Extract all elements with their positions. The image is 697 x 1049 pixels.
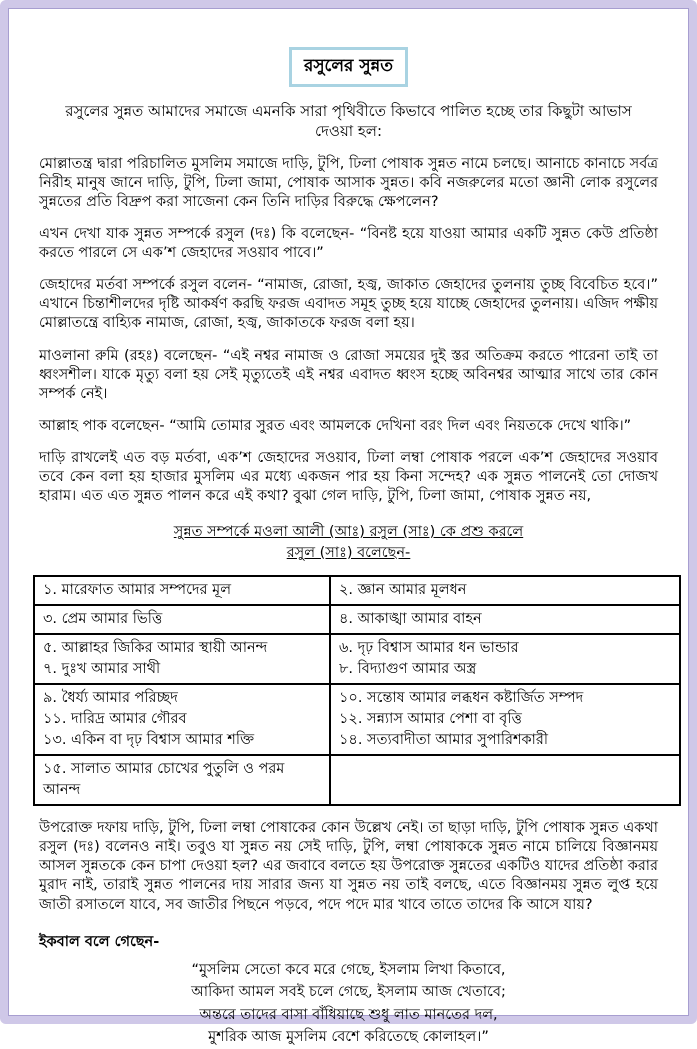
paragraph-dari-mortoba: দাড়ি রাখলেই এত বড় মর্তবা, এক’শ জেহাদের সওয়াব, ঢিলা লম্বা পোষাক পরলে এক’শ জেহাদের সওয়াব তবে কেন বলা হয় হাজার মুসলিম এর মধ্যে একজন পার হয় কিনা সন্দেহ? এক সুন্নত পালনেই তো দোজখ হারাম। এত এত সুন্নত পালন করে এই কথা? বুঝা গেল দাড়ি, টুপি, ঢিলা জামা, পোষাক সুন্নত নয়, xyxy=(39,450,658,505)
table-cell xyxy=(330,684,680,755)
table-row xyxy=(34,634,680,684)
table-item: ৪. আকাঙ্খা আমার বাহন xyxy=(339,610,482,627)
section-heading-line2: রসুল (সাঃ) বলেছেন- xyxy=(286,544,411,561)
table-cell-empty xyxy=(330,755,680,805)
table-item: ১. মারেফাত আমার সম্পদের মূল xyxy=(43,581,231,598)
poem-line: অন্তরে তাদের বাসা বাঁধিয়াছে শুধু লাত মানতের দল, xyxy=(199,1006,498,1023)
table-item: ১৪. সত্যবাদীতা আমার সুপারিশকারী xyxy=(339,732,548,749)
title-wrap xyxy=(33,47,664,87)
paragraph-uporokto-dofa: উপরোক্ত দফায় দাড়ি, টুপি, ঢিলা লম্বা পোষাকের কোন উল্লেখ নেই। তা ছাড়া দাড়ি, টুপি পোষাক সুন্নত একথা রসুল (দঃ) বলেনও নাই। তবুও যা সুন্নত নয় সেই দাড়ি, টুপি, লম্বা পোষাককে সুন্নত নামে চালিয়ে বিজ্ঞানময় আসল সুন্নতকে কেন চাপা দেওয়া হল? এর জবাবে বলতে হয় উপরোক্ত সুন্নতের একটিও যাদের প্রতিষ্ঠা করার মুরাদ নাই, তারাই সুন্নত পালনের দায় সারার জন্য যা সুন্নত নয় তাই বলছে, এতে বিজ্ঞানময় সুন্নত লুপ্ত হয়ে জাতী রসাতলে যাবে, সব জাতীর পিছনে পড়বে, পদে পদে মার খাবে তাতে তাদের কি আসে যায়? xyxy=(39,820,658,913)
table-item: ৬. দৃঢ় বিশ্বাস আমার ধন ভান্ডার xyxy=(339,640,519,656)
table-item: ১০. সন্তোষ আমার লব্ধধন কষ্টার্জিত সম্পদ xyxy=(339,690,584,707)
table-cell xyxy=(34,605,330,634)
table-item: ১৩. একিন বা দৃঢ় বিশ্বাস আমার শক্তি xyxy=(43,732,255,749)
paragraph-rasul-quote: এখন দেখা যাক সুন্নত সম্পর্কে রসুল (দঃ) কি বলেছেন- “বিনষ্ট হয়ে যাওয়া আমার একটি সুন্নত কেউ প্রতিষ্ঠা করতে পারলে সে এক’শ জেহাদের সওয়াব পাবে।” xyxy=(39,225,658,261)
poem xyxy=(33,959,664,1049)
table-item: ৮. বিদ্যাগুণ আমার অস্ত্র xyxy=(339,661,477,678)
table-row xyxy=(34,576,680,605)
paragraph-mollatantra: মোল্লাতন্ত্র দ্বারা পরিচালিত মুসলিম সমাজে দাড়ি, টুপি, ঢিলা পোষাক সুন্নত নামে চলছে। আনাচে কানাচে সর্বত্র নিরীহ মানুষ জানে দাড়ি, টুপি, ঢিলা জামা, পোষাক আসাক সুন্নত। কবি নজরুলের মতো জ্ঞানী লোক রসুলের সুন্নতের প্রতি বিদ্রুপ করা সাজেনা কেন তিনি দাড়ির বিরুদ্ধে ক্ষেপলেন? xyxy=(39,155,658,210)
table-row xyxy=(34,605,680,634)
table-cell xyxy=(330,634,680,684)
table-item: ৯. ধৈর্য্য আমার পরিচ্ছদ xyxy=(43,690,178,707)
table-cell xyxy=(34,576,330,605)
table-cell xyxy=(34,755,330,805)
poem-line: মুশরিক আজ মুসলিম বেশে করিতেছে কোলাহল।” xyxy=(208,1029,489,1046)
sunnat-table xyxy=(33,575,681,806)
paragraph-allah-quote: আল্লাহ পাক বলেছেন- “আমি তোমার সুরত এবং আমলকে দেখিনা বরং দিল এবং নিয়তকে দেখে থাকি।” xyxy=(39,417,632,434)
paragraph-jehad-mortoba: জেহাদের মর্তবা সম্পর্কে রসুল বলেন- “নামাজ, রোজা, হজ্ব, জাকাত জেহাদের তুলনায় তুচ্ছ বিবেচিত হবে।” এখানে চিন্তাশীলদের দৃষ্টি আকর্ষণ করছি ফরজ এবাদত সমূহ তুচ্ছ হয়ে যাচ্ছে জেহাদের তুলনায়। এজিদ পক্ষীয় মোল্লাতন্ত্রে বাহ্যিক নামাজ, রোজা, হজ্ব, জাকাতকে ফরজ বলা হয়। xyxy=(39,277,658,332)
document-page xyxy=(8,8,689,1046)
table-cell xyxy=(34,684,330,755)
closing-intro: ইকবাল বলে গেছেন- xyxy=(39,933,160,950)
table-item: ৭. দুঃখ আমার সাথী xyxy=(43,661,161,678)
section-heading-line1: সুন্নত সম্পর্কে মওলা আলী (আঃ) রসুল (সাঃ) কে প্রশু করলে xyxy=(173,524,524,541)
table-item: ১১. দারিদ্র আমার গৌরব xyxy=(43,711,187,728)
table-cell xyxy=(34,634,330,684)
table-row xyxy=(34,755,680,805)
table-item: ৫. আল্লাহর জিকির আমার স্থায়ী আনন্দ xyxy=(43,640,268,656)
table-cell xyxy=(330,576,680,605)
table-item: ১২. সন্ন্যাস আমার পেশা বা বৃত্তি xyxy=(339,711,522,728)
poem-line: “মুসলিম সেতো কবে মরে গেছে, ইসলাম লিখা কিতাবে, xyxy=(191,961,506,978)
section-heading xyxy=(33,522,664,563)
table-item: ১৫. সালাত আমার চোখের পুতুলি ও পরম আনন্দ xyxy=(43,761,285,799)
poem-line: আকিদা আমল সবই চলে গেছে, ইসলাম আজ খেতাবে; xyxy=(191,984,506,1001)
table-row xyxy=(34,684,680,755)
page-title: রসুলের সুন্নত xyxy=(289,47,408,87)
table-item: ৩. প্রেম আমার ভিত্তি xyxy=(43,610,163,627)
paragraph-rumi-quote: মাওলানা রুমি (রহঃ) বলেছেন- “এই নশ্বর নামাজ ও রোজা সময়ের দুই স্তর অতিক্রম করতে পারেনা তাই তা ধ্বংসশীল। যাকে মৃত্যু বলা হয় সেই মৃত্যুতেই এই নশ্বর এবাদত ধ্বংস হচ্ছে অবিনশ্বর আত্মার সাথে তার কোন সম্পর্ক নেই। xyxy=(39,347,658,402)
subtitle: রসুলের সুন্নত আমাদের সমাজে এমনকি সারা পৃথিবীতে কিভাবে পালিত হচ্ছে তার কিছুটা আভাস দেওয়া হল: xyxy=(65,102,632,141)
table-cell xyxy=(330,605,680,634)
table-item: ২. জ্ঞান আমার মূলধন xyxy=(339,581,467,598)
